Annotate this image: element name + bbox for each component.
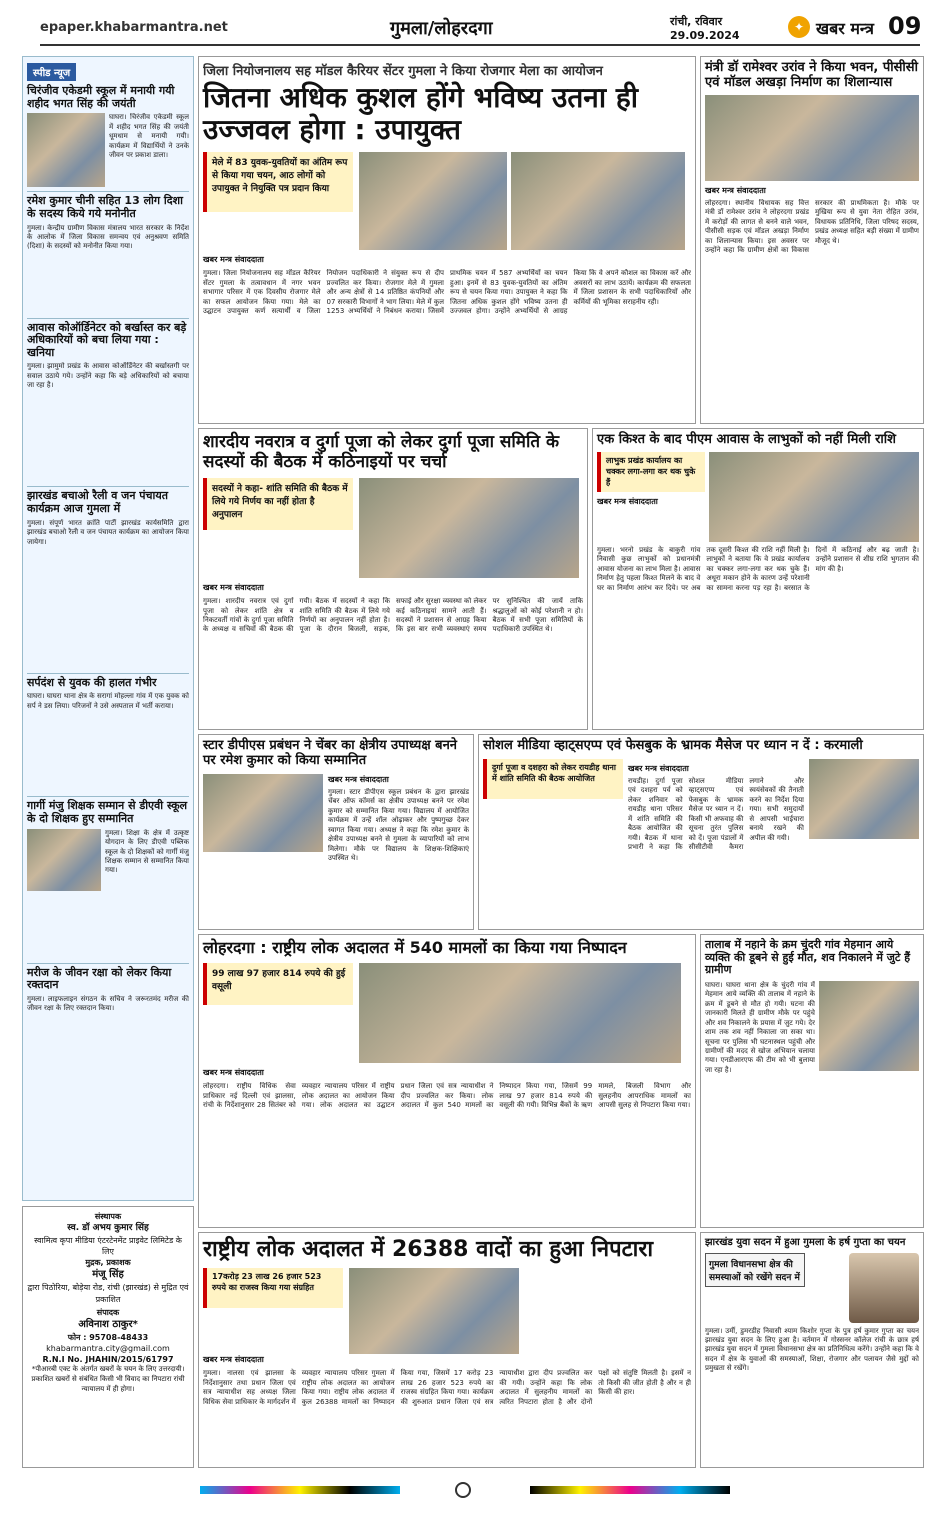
imprint-press: द्वारा पिठोरिया, बोड़ेया रोड, रांची (झारखंड) से मुद्रित एवं प्रकाशित [27, 1283, 189, 1304]
lok-adalat-26388-highlight: 17करोड़ 23 लाख 26 हजार 523 रुपये का राजस्व किया गया संग्रहित [203, 1268, 343, 1308]
drowning-headline[interactable]: तालाब में नहाने के क्रम चुंदरी गांव मेहमान आये व्यक्ति की डूबने से हुई मौत, शव निकालने में जुटे हैं ग्रामीण [705, 938, 911, 977]
lead-body: गुमला। जिला नियोजनालय सह मॉडल कैरियर सेंटर गुमला के तत्वावधान में नगर भवन सभागार परिसर में एक दिवसीय रोजगार मेले का सफल आयोजन किया गया। मेले का उद्घाटन उपायुक्त कर्ण सत्यार्थी व जिला नियोजन पदाधिकारी ने संयुक्त रूप से दीप प्रज्वलित कर किया। रोजगार मेले में गुमला और अन्य क्षेत्रों से 14 प्रतिष्ठित कंपनियों और 07 सरकारी विभागों ने भाग लिया। मेले में कुल 1253 अभ्यर्थियों ने निबंधन कराया। जिसमें प्राथमिक चयन में 587 अभ्यर्थियों का चयन हुआ। इनमें से 83 युवक-युवतियों का अंतिम रूप से चयन किया गया। उपायुक्त ने कहा कि जितना अधिक कुशल होंगे भविष्य उतना ही उज्जवल होगा। उन्होंने अभ्यर्थियों से आग्रह किया कि वे अपने कौशल का विकास करें और अवसरों का लाभ उठायें। कार्यक्रम की सफलता में जिला प्रशासन के सभी पदाधिकारियों और कर्मियों की भूमिका सराहनीय रही। [203, 269, 691, 316]
job-fair-photo-1 [359, 152, 507, 250]
minister-headline[interactable]: मंत्री डॉ रामेश्वर उरांव ने किया भवन, पीसीसी एवं मॉडल अखड़ा निर्माण का शिलान्यास [705, 60, 918, 90]
youth-sadan-body: गुमला। उर्मी, डुमरडीह निवासी श्याम किशोर गुप्ता के पुत्र हर्ष कुमार गुप्ता का चयन झारखंड युवा सदन के लिए हुआ है। वर्तमान में गोस्सनर कॉलेज रांची के छात्र हर्ष झारखंड युवा सदन में गुमला विधानसभा क्षेत्र का प्रतिनिधित्व करेंगे। उन्होंने कहा कि वे सदन में क्षेत्र के युवाओं की समस्याओं, शिक्षा, रोजगार और पलायन जैसे मुद्दों को प्रमुखता से रखेंगे। [705, 1326, 919, 1373]
minister-byline: खबर मन्त्र संवाददाता [705, 185, 766, 195]
minister-body: लोहरदगा। स्थानीय विधायक सह वित्त मंत्री डॉ रामेश्वर उरांव ने लोहरदगा प्रखंड में करोड़ों की लागत से बनने वाले भवन, पीसीसी सड़क एवं मॉडल अखड़ा निर्माण का शिलान्यास किया। इस अवसर पर उन्होंने कहा कि ग्रामीण क्षेत्रों का विकास सरकार की प्राथमिकता है। मौके पर मुखिया रूप से युवा नेता रोहित उरांव, विधायक प्रतिनिधि, जिला परिषद सदस्य, प्रखंड अध्यक्ष सहित बड़ी संख्या में ग्रामीण मौजूद थे। [705, 198, 919, 255]
drowning-body: घाघरा। घाघरा थाना क्षेत्र के चुंदरी गांव में मेहमान आये व्यक्ति की तालाब में नहाने के क्रम में डूबने से मौत हो गयी। घटना की जानकारी मिलते ही ग्रामीण मौके पर पहुंचे और शव निकालने के प्रयास में जुट गये। देर शाम तक शव नहीं निकाला जा सका था। सूचना पर पुलिस भी घटनास्थल पहुंची और ग्रामीणों की मदद से खोज अभियान चलाया गया। एनडीआरएफ की टीम को भी बुलाया जा रहा है। [705, 980, 815, 1074]
sidebar-headline-3[interactable]: झारखंड बचाओ रैली व जन पंचायत कार्यक्रम आज गुमला में [27, 486, 189, 515]
sidebar-body-6: गुमला। लाइफलाइन संगठन के सचिव ने जरूरतमंद मरीज की जीवन रक्षा के लिए रक्तदान किया। [27, 994, 189, 1013]
school-event-photo [27, 113, 105, 187]
color-bar-left [200, 1486, 400, 1494]
lead-headline[interactable]: जितना अधिक कुशल होंगे भविष्य उतना ही उज्जवल होगा : उपायुक्त [203, 81, 638, 147]
pm-awas-byline: खबर मन्त्र संवाददाता [597, 496, 658, 506]
social-media-byline: खबर मन्त्र संवाददाता [628, 763, 689, 773]
lok-adalat-stage-photo [359, 963, 681, 1063]
sidebar-headline-2[interactable]: आवास कोऑर्डिनेटर को बर्खास्त कर बड़े अधिकारियों को बचा लिया गया : खनिया [27, 318, 189, 360]
sidebar-headline-1[interactable]: रमेश कुमार चीनी सहित 13 लोग दिशा के सदस्य किये गये मनोनीत [27, 191, 189, 220]
peace-committee-photo [809, 759, 919, 839]
site-url[interactable]: epaper.khabarmantra.net [40, 20, 228, 35]
brand-logo: ✦ [788, 16, 810, 38]
imprint-box [22, 1206, 194, 1468]
imprint-rni: R.N.I No. JHAHIN/2015/61797 [42, 1355, 174, 1365]
star-dps-story [198, 734, 474, 930]
sidebar-headline-6[interactable]: मरीज के जीवन रक्षा को लेकर किया रक्तदान [27, 963, 189, 992]
star-dps-byline: खबर मन्त्र संवाददाता [328, 774, 389, 784]
portrait-photo [849, 1253, 919, 1323]
pm-awas-body: गुमला। भरनो प्रखंड के बाकुरी गांव निवासी कुछ लाभुकों को प्रधानमंत्री आवास योजना का लाभ मिला है। आवास निर्माण हेतु पहला किश्त मिलने के बाद वे घर का निर्माण आरंभ कर दिये। पर अब तक दूसरी किश्त की राशि नहीं मिली है। लाभुकों ने बताया कि वे प्रखंड कार्यालय का चक्कर लगा-लगा कर थक चुके हैं। अधूरा मकान होने के कारण उन्हें परेशानी का सामना करना पड़ रहा है। बरसात के दिनों में कठिनाई और बढ़ जाती है। उन्होंने प्रशासन से शीघ्र राशि भुगतान की मांग की है। [597, 545, 919, 592]
imprint-editor: अविनाश ठाकुर* [78, 1318, 138, 1330]
navratri-story [198, 428, 588, 730]
pm-awas-highlight: लाभुक प्रखंड कार्यालय का चक्कर लगा-लगा कर थक चुके हैं [597, 452, 705, 492]
pm-awas-headline[interactable]: एक किश्त के बाद पीएम आवास के लाभुकों को नहीं मिली राशि [597, 432, 897, 447]
youth-sadan-headline[interactable]: झारखंड युवा सदन में हुआ गुमला के हर्ष गुप्ता का चयन [705, 1237, 906, 1248]
youth-sadan-quote: गुमला विधानसभा क्षेत्र की समस्याओं को रखेंगे सदन में [705, 1253, 805, 1287]
social-media-story [478, 734, 924, 930]
lok-adalat-540-highlight: 99 लाख 97 हजार 814 रुपये की हुई वसूली [203, 963, 353, 1005]
youth-sadan-story [700, 1232, 924, 1468]
masthead [40, 12, 920, 46]
teachers-award-photo [27, 829, 101, 891]
navratri-highlight: सदस्यों ने कहा- शांति समिति की बैठक में लिये गये निर्णय का नहीं होता है अनुपालन [203, 478, 353, 530]
imprint-label-founder: संस्थापक [94, 1212, 122, 1221]
navratri-body: गुमला। शारदीय नवरात्र एवं दुर्गा पूजा को लेकर शांति क्षेत्र व निकटवर्ती गांवों के दुर्गा पूजा समिति के अध्यक्ष व सचिवों की बैठक की गयी। बैठक में सदस्यों ने कहा कि शांति समिति की बैठक में लिये गये निर्णयों का अनुपालन नहीं होता है। पूजा के दौरान बिजली, सड़क, सफाई और सुरक्षा व्यवस्था को लेकर कई कठिनाइयां सामने आती हैं। सदस्यों ने प्रशासन से आग्रह किया कि इस बार सभी व्यवस्थाएं समय पर सुनिश्चित की जायें ताकि श्रद्धालुओं को कोई परेशानी न हो। बैठक में सभी पूजा समितियों के पदाधिकारी उपस्थित थे। [203, 597, 583, 634]
sidebar-headline-4[interactable]: सर्पदंश से युवक की हालत गंभीर [27, 673, 189, 690]
imprint-note: *पीआरबी एक्ट के अंतर्गत खबरों के चयन के लिए उत्तरदायी। प्रकाशित खबरों से संबंधित किसी भी विवाद का निपटारा रांची न्यायालय में ही होगा। [31, 1365, 185, 1394]
minister-story [700, 56, 924, 424]
lead-story [198, 56, 696, 424]
puja-meeting-photo [359, 478, 579, 578]
job-fair-photo-2 [511, 152, 685, 250]
imprint-founder: स्व. डॉ अभय कुमार सिंह [67, 1223, 149, 1234]
brand-name: खबर मन्त्र [816, 19, 874, 38]
dateline-city: रांची, रविवार [670, 15, 723, 28]
imprint-org: स्वामित्व कृपा मीडिया एंटरटेनमेंट प्राइवेट लिमिटेड के लिए [34, 1235, 182, 1256]
imprint-label-publisher: मुद्रक, प्रकाशक [85, 1258, 131, 1268]
navratri-headline[interactable]: शारदीय नवरात्र व दुर्गा पूजा को लेकर दुर्गा पूजा समिति के सदस्यों की बैठक में कठिनाइयों पर चर्चा [203, 432, 560, 472]
sidebar-body-1: गुमला। केन्द्रीय ग्रामीण विकास मंत्रालय भारत सरकार के निर्देश के आलोक में जिला विकास समन्वय एवं अनुश्रवण समिति (दिशा) के सदस्यों को मनोनीत किया गया। [27, 223, 189, 251]
imprint-publisher: मंजू सिंह [92, 1269, 124, 1281]
dateline-date: 29.09.2024 [670, 29, 740, 42]
pond-search-photo [819, 981, 919, 1071]
lok-adalat-540-story [198, 934, 696, 1228]
sidebar [22, 56, 194, 1201]
lead-byline: खबर मन्त्र संवाददाता [203, 255, 264, 265]
social-media-body: रायडीह। दुर्गा पूजा एवं दशहरा पर्व को लेकर शनिवार को रायडीह थाना परिसर में शांति समिति की बैठक आयोजित की गयी। बैठक में थाना प्रभारी ने कहा कि सोशल मीडिया व्हाट्सएप्प एवं फेसबुक के भ्रामक मैसेज पर ध्यान न दें। किसी भी अफवाह की सूचना तुरंत पुलिस को दें। पूजा पंडालों में सीसीटीवी कैमरा लगाने और स्वयंसेवकों की तैनाती करने का निर्देश दिया गया। सभी समुदायों से आपसी भाईचारा बनाये रखने की अपील की गयी। [628, 776, 804, 851]
star-dps-headline[interactable]: स्टार डीपीएस प्रबंधन ने चेंबर का क्षेत्रीय उपाध्यक्ष बनने पर रमेश कुमार को किया सम्मानित [203, 738, 458, 768]
lead-kicker: जिला नियोजनालय सह मॉडल कैरियर सेंटर गुमला ने किया रोजगार मेला का आयोजन [203, 64, 603, 79]
color-bar-right [530, 1486, 730, 1494]
star-dps-body: गुमला। स्टार डीपीएस स्कूल प्रबंधन के द्वारा झारखंड चेंबर ऑफ कॉमर्स का क्षेत्रीय उपाध्यक्ष बनने पर रमेश कुमार को सम्मानित किया गया। विद्यालय में आयोजित कार्यक्रम में उन्हें शॉल ओढ़ाकर और पुष्पगुच्छ देकर स्वागत किया गया। अध्यक्ष ने कहा कि रमेश कुमार के क्षेत्रीय उपाध्यक्ष बनने से गुमला के व्यापारियों को लाभ मिलेगा। मौके पर विद्यालय के शिक्षक-शिक्षिकाएं उपस्थित थे। [328, 787, 469, 862]
foundation-stone-photo [705, 95, 919, 181]
imprint-label-editor: संपादक [96, 1307, 120, 1317]
sidebar-headline-0[interactable]: चिरंजीव एकेडमी स्कूल में मनायी गयी शहीद भगत सिंह की जयंती [27, 84, 175, 110]
lok-adalat-26388-story [198, 1232, 696, 1468]
social-media-highlight: दुर्गा पूजा व दशहरा को लेकर रायडीह थाना में शांति समिति की बैठक आयोजित [483, 759, 623, 799]
lok-adalat-26388-headline[interactable]: राष्ट्रीय लोक अदालत में 26388 वादों का हुआ निपटारा [203, 1237, 654, 1262]
court-function-photo [349, 1268, 519, 1354]
felicitation-photo [203, 774, 323, 852]
lok-adalat-540-body: लोहरदगा। राष्ट्रीय विधिक सेवा प्राधिकार नई दिल्ली एवं झालसा, रांची के निर्देशानुसार 28 सितंबर को व्यवहार न्यायालय परिसर में राष्ट्रीय लोक अदालत का आयोजन किया गया। लोक अदालत का उद्घाटन प्रधान जिला एवं सत्र न्यायाधीश ने दीप प्रज्वलित कर किया। लोक अदालत में कुल 540 मामलों का निष्पादन किया गया, जिसमें 99 लाख 97 हजार 814 रुपये की वसूली की गयी। विभिन्न बैंकों के ऋण मामले, बिजली विभाग और सुलहनीय आपराधिक मामलों का आपसी सुलह से निपटारा किया गया। [203, 1082, 691, 1110]
lok-adalat-540-headline[interactable]: लोहरदगा : राष्ट्रीय लोक अदालत में 540 मामलों का किया गया निष्पादन [203, 938, 627, 957]
section-title: गुमला/लोहरदगा [390, 18, 493, 39]
lead-highlight: मेले में 83 युवक-युवतियों का अंतिम रूप से किया गया चयन, आठ लोगों को उपायुक्त ने नियुक्ति पत्र प्रदान किया [203, 152, 353, 212]
pm-awas-story [592, 428, 924, 730]
lok-adalat-540-byline: खबर मन्त्र संवाददाता [203, 1068, 264, 1078]
sidebar-headline-5[interactable]: गार्गी मंजु शिक्षक सम्मान से डीएवी स्कूल के दो शिक्षक हुए सम्मानित [27, 796, 189, 825]
drowning-story [700, 934, 924, 1228]
navratri-byline: खबर मन्त्र संवाददाता [203, 583, 264, 593]
imprint-phone: फोन : 95708-48433 [67, 1332, 149, 1342]
lok-adalat-26388-byline: खबर मन्त्र संवाददाता [203, 1355, 264, 1365]
unfinished-house-photo [709, 452, 919, 542]
imprint-email[interactable]: khabarmantra.city@gmail.com [46, 1344, 170, 1354]
sidebar-body-5: गुमला। शिक्षा के क्षेत्र में उत्कृष्ट योगदान के लिए डीएवी पब्लिक स्कूल के दो शिक्षकों को गार्गी मंजु शिक्षक सम्मान से सम्मानित किया गया। [105, 828, 189, 875]
registration-mark [455, 1482, 471, 1498]
sidebar-body-0: घाघरा। चिरंजीव एकेडमी स्कूल में शहीद भगत सिंह की जयंती धूमधाम से मनायी गयी। कार्यक्रम में विद्यार्थियों ने उनके जीवन पर प्रकाश डाला। [109, 113, 189, 160]
sidebar-body-2: गुमला। झामुमो प्रखंड के आवास कोऑर्डिनेटर की बर्खास्तगी पर सवाल उठाये गये। उन्होंने कहा कि बड़े अधिकारियों को बचाया जा रहा है। [27, 362, 189, 390]
sidebar-body-3: गुमला। संपूर्ण भारत क्रांति पार्टी झारखंड कार्यसमिति द्वारा झारखंड बचाओ रैली व जन पंचायत कार्यक्रम का आयोजन किया जायेगा। [27, 518, 189, 546]
page-number: 09 [888, 12, 922, 40]
sidebar-body-4: घाघरा। घाघरा थाना क्षेत्र के सरागां मोहल्ला गांव में एक युवक को सर्प ने डस लिया। परिजनों ने उसे अस्पताल में भर्ती कराया। [27, 692, 189, 710]
social-media-headline[interactable]: सोशल मीडिया व्हाट्सएप्प एवं फेसबुक के भ्रामक मैसेज पर ध्यान न दें : करमाली [483, 738, 863, 753]
lok-adalat-26388-body: गुमला। नालसा एवं झालसा के निर्देशानुसार तथा प्रधान जिला एवं सत्र न्यायाधीश सह अध्यक्ष जिला विधिक सेवा प्राधिकार के मार्गदर्शन में व्यवहार न्यायालय परिसर गुमला में राष्ट्रीय लोक अदालत का आयोजन किया गया। राष्ट्रीय लोक अदालत में कुल 26388 मामलों का निष्पादन किया गया, जिसमें 17 करोड़ 23 लाख 26 हजार 523 रुपये का राजस्व संग्रहित किया गया। कार्यक्रम की शुरुआत प्रधान जिला एवं सत्र न्यायाधीश द्वारा दीप प्रज्वलित कर की गयी। उन्होंने कहा कि लोक अदालत में सुलहनीय मामलों का त्वरित निपटारा होता है और दोनों पक्षों को संतुष्टि मिलती है। इसमें न तो किसी की जीत होती है और न ही किसी की हार। [203, 1369, 691, 1406]
speed-news-label: स्पीड न्यूज [27, 63, 76, 81]
